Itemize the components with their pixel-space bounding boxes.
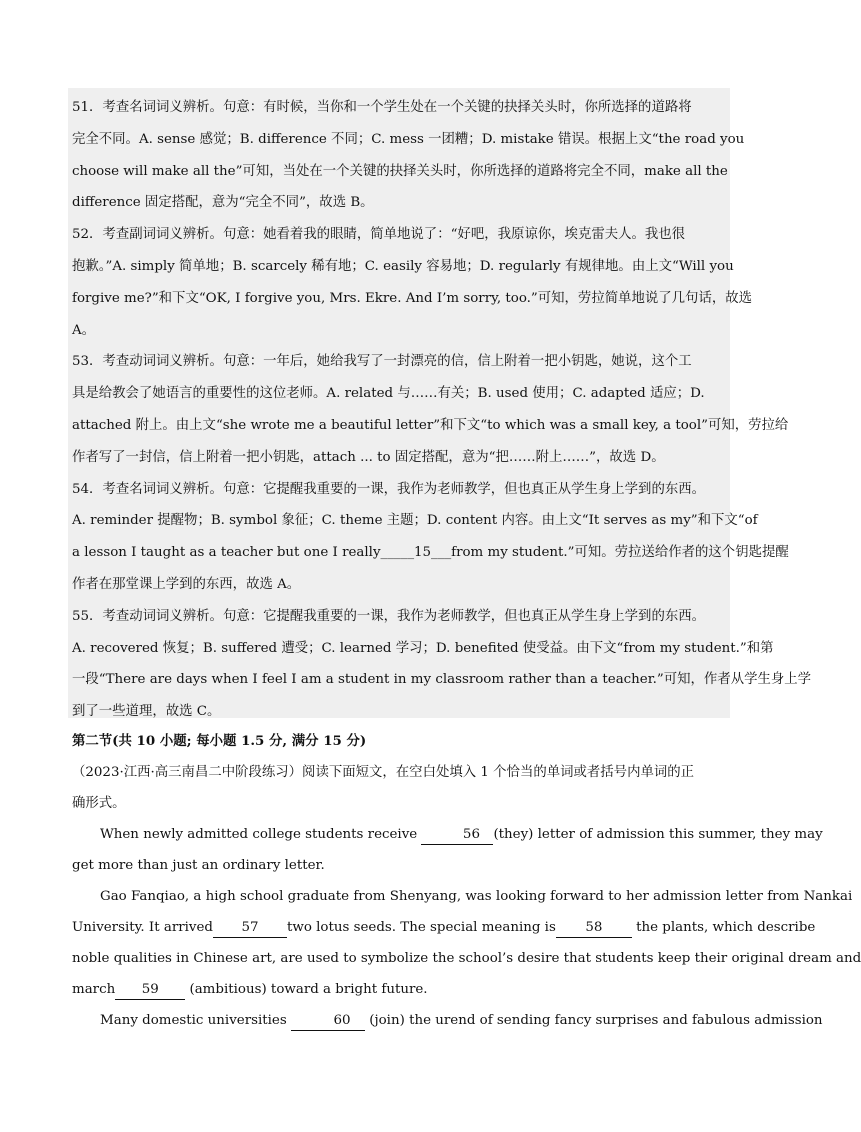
explanation-line: 作者在那堂课上学到的东西，故选 A。 bbox=[72, 576, 301, 592]
passage-line bbox=[72, 974, 728, 1005]
explanation-line: A。 bbox=[72, 322, 96, 338]
passage-text: march bbox=[72, 982, 116, 997]
explanation-line: 52．考查副词词义辨析。句意：她看着我的眼睛，简单地说了：“好吧，我原谅你，埃克雷夫人。我也很 bbox=[72, 227, 686, 243]
passage-line: noble qualities in Chinese art, are used to symbolize the school’s desire that students keep their original dream and bbox=[72, 951, 861, 966]
explanation-line: 到了一些道理，故选 C。 bbox=[72, 704, 221, 720]
blank-58: 58 bbox=[556, 919, 632, 938]
passage-text: the plants, which describe bbox=[631, 920, 816, 935]
blank-56: 56 bbox=[421, 826, 493, 845]
explanation-line: 55．考查动词词义辨析。句意：它提醒我重要的一课，我作为老师教学，但也真正从学生身上学到的东西。 bbox=[72, 608, 706, 624]
passage-line bbox=[72, 1005, 823, 1036]
explanation-line: 作者写了一封信，信上附着一把小钥匙，attach ... to 固定搭配，意为“把……附上……”，故选 D。 bbox=[72, 449, 665, 465]
source-line: （2023·江西·高三南昌二中阶段练习）阅读下面短文，在空白处填入 1 个恰当的单词或者括号内单词的正 bbox=[72, 765, 695, 780]
passage-line: get more than just an ordinary letter. bbox=[72, 858, 325, 873]
explanation-line: 一段“There are days when I feel I am a student in my classroom rather than a teacher.”可知，作者从学生身上学 bbox=[72, 672, 812, 688]
blank-57: 57 bbox=[213, 919, 287, 938]
explanation-line: 完全不同。A. sense 感觉；B. difference 不同；C. mess 一团糟；D. mistake 错误。根据上文“the road you bbox=[72, 131, 745, 147]
explanation-line: attached 附上。由上文“she wrote me a beautiful letter”和下文“to which was a small key, a tool”可知，劳拉给 bbox=[72, 417, 789, 433]
explanation-line: choose will make all the”可知，当处在一个关键的抉择关头时，你所选择的道路将完全不同，make all the bbox=[72, 163, 728, 179]
passage-text: two lotus seeds. The special meaning is bbox=[286, 920, 556, 935]
passage-text: (they) letter of admission this summer, they may bbox=[493, 827, 823, 842]
passage-text: (join) the urend of sending fancy surprises and fabulous admission bbox=[364, 1013, 823, 1028]
passage-line: Gao Fanqiao, a high school graduate from Shenyang, was looking forward to her admission letter from Nankai bbox=[100, 889, 853, 904]
explanation-line: A. reminder 提醒物；B. symbol 象征；C. theme 主题；D. content 内容。由上文“It serves as my”和下文“of bbox=[72, 513, 758, 529]
passage-text: University. It arrived bbox=[72, 920, 213, 935]
passage-text: (ambitious) toward a bright future. bbox=[185, 982, 428, 997]
section-heading: 第二节(共 10 小题; 每小题 1.5 分, 满分 15 分) bbox=[72, 733, 367, 749]
explanation-line: difference 固定搭配，意为“完全不同”，故选 B。 bbox=[72, 195, 374, 211]
explanation-line: A. recovered 恢复；B. suffered 遭受；C. learned 学习；D. benefited 使受益。由下文“from my student.”和第 bbox=[72, 640, 774, 656]
explanation-line: 具是给教会了她语言的重要性的这位老师。A. related 与……有关；B. used 使用；C. adapted 适应；D. bbox=[72, 386, 705, 402]
explanation-line: 抱歉。”A. simply 简单地；B. scarcely 稀有地；C. easily 容易地；D. regularly 有规律地。由上文“Will you bbox=[72, 258, 734, 274]
passage-text: Many domestic universities bbox=[100, 1013, 291, 1028]
explanation-line: 54．考查名词词义辨析。句意：它提醒我重要的一课，我作为老师教学，但也真正从学生身上学到的东西。 bbox=[72, 481, 706, 497]
passage-line bbox=[72, 912, 816, 943]
explanation-line: 51．考查名词词义辨析。句意：有时候，当你和一个学生处在一个关键的抉择关头时，你所选择的道路将 bbox=[72, 100, 692, 115]
blank-59: 59 bbox=[115, 981, 185, 1000]
explanation-line: a lesson I taught as a teacher but one I really_____15___from my student.”可知。劳拉送给作者的这个钥匙提醒 bbox=[72, 545, 789, 561]
passage-line bbox=[72, 819, 823, 850]
passage-text: When newly admitted college students receive bbox=[100, 827, 422, 842]
source-line: 确形式。 bbox=[72, 796, 126, 811]
section-two bbox=[72, 726, 861, 1036]
explanation-line: 53．考查动词词义辨析。句意：一年后，她给我写了一封漂亮的信，信上附着一把小钥匙，她说，这个工 bbox=[72, 354, 692, 370]
explanation-lines bbox=[72, 92, 812, 728]
explanation-line: forgive me?”和下文“OK, I forgive you, Mrs. Ekre. And I’m sorry, too.”可知，劳拉简单地说了几句话，故选 bbox=[72, 290, 753, 306]
blank-60: 60 bbox=[291, 1012, 365, 1031]
